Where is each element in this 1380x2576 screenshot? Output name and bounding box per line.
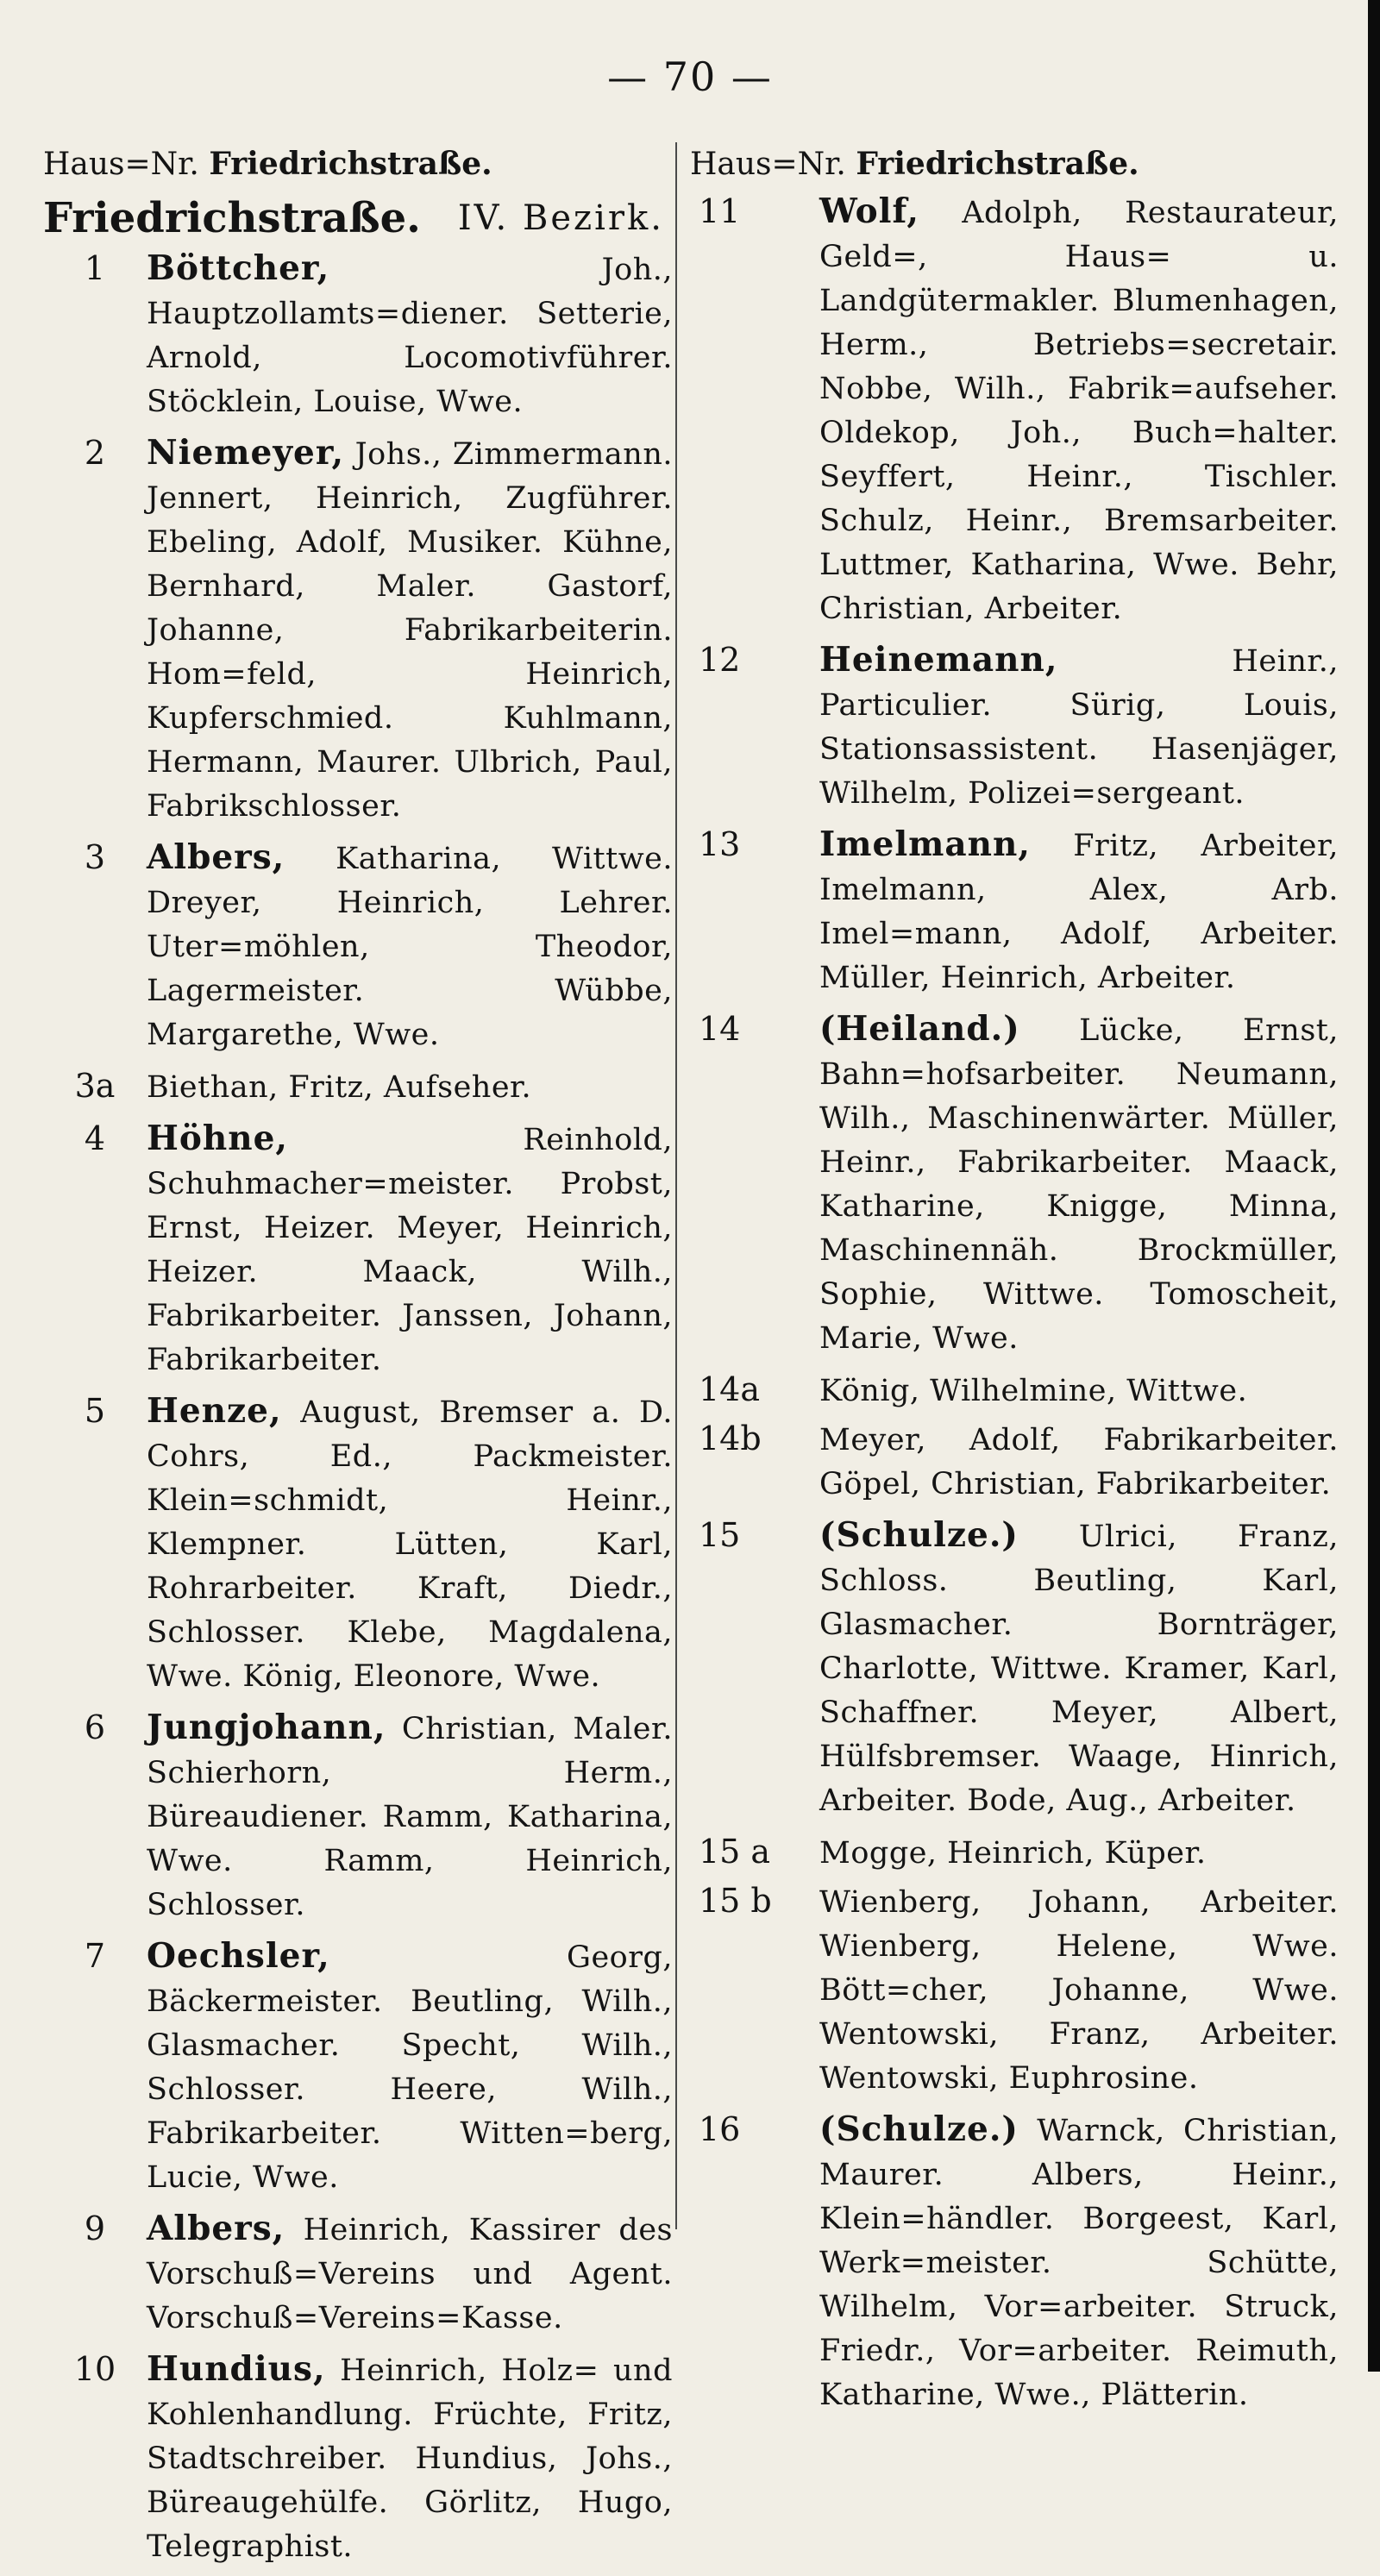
house-number: 11 [699,192,741,230]
owner-name: (Schulze.) [819,2109,1019,2149]
house-number: 14 [699,1010,741,1048]
residents-text [819,1830,1339,1876]
house-entry [690,2108,1339,2417]
running-header-right [690,138,1339,190]
house-entry [43,247,673,424]
owner-name: Niemeyer, [147,433,345,473]
residents-list: August, Bremser a. D. Cohrs, Ed., Packmeister. Klein=schmidt, Heinr., Klempner. Lütten, Karl, Rohrarbeiter. Kraft, Diedr., Schlosser. Klebe, Magdalena, Wwe. König, Eleonore, Wwe. [147,1395,673,1694]
residents-list: Ulrici, Franz, Schloss. Beutling, Karl, Glasmacher. Bornträger, Charlotte, Wittwe. Kramer, Karl, Schaffner. Meyer, Albert, Hülfsbremser. Waage, Hinrich, Arbeiter. Bode, Aug., Arbeiter. [819,1520,1339,1818]
house-entry [43,836,673,1057]
house-number: 13 [699,825,741,863]
owner-name: Albers, [147,837,285,877]
owner-name: Oechsler, [147,1936,330,1976]
residents-text [819,638,1339,816]
residents-text [147,431,673,829]
residents-list: Biethan, Fritz, Aufseher. [147,1070,532,1105]
house-entry [43,1389,673,1699]
house-entry [43,1706,673,1927]
residents-list: Heinr., Particulier. Sürig, Louis, Stationsassistent. Hasenjäger, Wilhelm, Polizei=sergeant. [819,644,1339,811]
house-number: 14a [699,1370,761,1408]
house-number: 1 [84,249,106,287]
residents-text [147,2347,673,2569]
residents-text [819,1417,1339,1507]
residents-list: Johs., Zimmermann. Jennert, Heinrich, Zugführer. Ebeling, Adolf, Musiker. Kühne, Bernhard, Maler. Gastorf, Johanne, Fabrikarbeiterin. Hom=feld, Heinrich, Kupferschmied. Kuhlmann, Hermann, Maurer. Ulbrich, Paul, Fabrikschlosser. [147,437,673,824]
residents-text [819,1368,1339,1413]
owner-name: Höhne, [147,1119,288,1158]
left-column [43,138,673,2576]
house-number: 4 [84,1119,106,1157]
column-divider [675,142,677,2229]
section-street: Friedrichstraße. [43,194,421,242]
house-number: 9 [84,2209,106,2247]
owner-name: Henze, [147,1391,282,1431]
residents-text [147,1064,673,1110]
residents-text [147,1706,673,1927]
residents-list: König, Wilhelmine, Wittwe. [819,1374,1248,1408]
residents-list: Lücke, Ernst, Bahn=hofsarbeiter. Neumann, Wilh., Maschinenwärter. Müller, Heinr., Fabrikarbeiter. Maack, Katharine, Knigge, Minna, Maschinennäh. Brockmüller, Sophie, Wittwe. Tomoscheit, Marie, Wwe. [819,1013,1339,1356]
residents-list: Christian, Maler. Schierhorn, Herm., Büreaudiener. Ramm, Katharina, Wwe. Ramm, Heinrich, Schlosser. [147,1712,673,1922]
owner-name: Albers, [147,2209,285,2248]
house-number: 16 [699,2110,741,2148]
residents-list: Heinrich, Kassirer des Vorschuß=Vereins und Agent. Vorschuß=Vereins=Kasse. [147,2213,673,2335]
house-entry [43,1064,673,1110]
house-number: 3a [74,1067,116,1105]
house-entry [690,1007,1339,1361]
residents-text [147,836,673,1057]
house-number: 2 [84,434,106,472]
owner-name: Wolf, [819,191,919,231]
residents-list: Wienberg, Johann, Arbeiter. Wienberg, Helene, Wwe. Bött=cher, Johanne, Wwe. Wentowski, Franz, Arbeiter. Wentowski, Euphrosine. [819,1885,1339,2096]
house-number: 15 [699,1516,741,1554]
scan-border [1368,0,1380,2372]
residents-text [819,1879,1339,2101]
residents-list: Mogge, Heinrich, Küper. [819,1836,1207,1871]
residents-text [819,2108,1339,2417]
house-entry [690,823,1339,1000]
house-number: 7 [84,1937,106,1975]
house-entry [43,2207,673,2341]
residents-list: Adolph, Restaurateur, Geld=, Haus= u. Landgütermakler. Blumenhagen, Herm., Betriebs=secretair. Nobbe, Wilh., Fabrik=aufseher. Oldekop, Joh., Buch=halter. Seyffert, Heinr., Tischler. Schulz, Heinr., Bremsarbeiter. Luttmer, Katharina, Wwe. Behr, Christian, Arbeiter. [819,196,1339,626]
residents-list: Fritz, Arbeiter, Imelmann, Alex, Arb. Imel=mann, Adolf, Arbeiter. Müller, Heinrich, Arbeiter. [819,829,1339,995]
house-entry [43,1934,673,2200]
house-entry [690,190,1339,631]
house-number: 10 [73,2350,116,2388]
residents-text [147,1117,673,1382]
running-header-left [43,138,673,190]
house-number: 15 a [699,1833,771,1871]
owner-name: Imelmann, [819,824,1031,864]
running-header-street: Friedrichstraße. [209,146,492,182]
house-entry [43,2347,673,2569]
residents-text [819,1514,1339,1823]
page-number: — 70 — [607,53,773,100]
residents-list: Heinrich, Holz= und Kohlenhandlung. Früchte, Fritz, Stadtschreiber. Hundius, Johs., Büreaugehülfe. Görlitz, Hugo, Telegraphist. [147,2353,673,2564]
residents-text [819,823,1339,1000]
residents-list: Reinhold, Schuhmacher=meister. Probst, Ernst, Heizer. Meyer, Heinrich, Heizer. Maack, Wilh., Fabrikarbeiter. Janssen, Johann, Fabrikarbeiter. [147,1123,673,1377]
residents-text [819,190,1339,631]
house-entry [690,1830,1339,1876]
owner-name: Böttcher, [147,248,330,288]
residents-text [147,1389,673,1699]
residents-text [147,2207,673,2341]
house-entry [690,1879,1339,2101]
owner-name: Jungjohann, [147,1708,386,1747]
running-header-prefix: Haus=Nr. [690,147,846,182]
residents-list: Warnck, Christian, Maurer. Albers, Heinr., Klein=händler. Borgeest, Karl, Werk=meister. Schütte, Wilhelm, Vor=arbeiter. Struck, Friedr., Vor=arbeiter. Reimuth, Katharine, Wwe., Plätterin. [819,2114,1339,2412]
right-column [690,138,1339,2424]
house-number: 12 [699,641,741,679]
residents-list: Meyer, Adolf, Fabrikarbeiter. Göpel, Christian, Fabrikarbeiter. [819,1423,1339,1501]
house-entry [43,1117,673,1382]
house-entry [690,1417,1339,1507]
owner-name: (Heiland.) [819,1009,1020,1049]
running-header-prefix: Haus=Nr. [43,147,199,182]
residents-text [819,1007,1339,1361]
owner-name: Hundius, [147,2349,326,2389]
section-heading [43,190,673,247]
owner-name: (Schulze.) [819,1515,1019,1555]
residents-text [147,1934,673,2200]
house-number: 14b [699,1420,762,1457]
house-entry [690,1368,1339,1413]
house-number: 6 [84,1708,106,1746]
residents-text [147,247,673,424]
house-entry [43,431,673,829]
section-district: IV. Bezirk. [457,198,664,238]
owner-name: Heinemann, [819,640,1058,680]
house-number: 3 [84,838,106,876]
residents-list: Georg, Bäckermeister. Beutling, Wilh., Glasmacher. Specht, Wilh., Schlosser. Heere, Wilh., Fabrikarbeiter. Witten=berg, Lucie, Wwe. [147,1940,673,2195]
residents-list: Katharina, Wittwe. Dreyer, Heinrich, Lehrer. Uter=möhlen, Theodor, Lagermeister. Wübbe, Margarethe, Wwe. [147,842,673,1052]
running-header-street: Friedrichstraße. [856,146,1139,182]
house-number: 5 [84,1392,106,1430]
house-entry [690,638,1339,816]
house-number: 15 b [699,1882,772,1920]
house-entry [690,1514,1339,1823]
residents-list: Joh., Hauptzollamts=diener. Setterie, Arnold, Locomotivführer. Stöcklein, Louise, Wwe. [147,253,673,419]
